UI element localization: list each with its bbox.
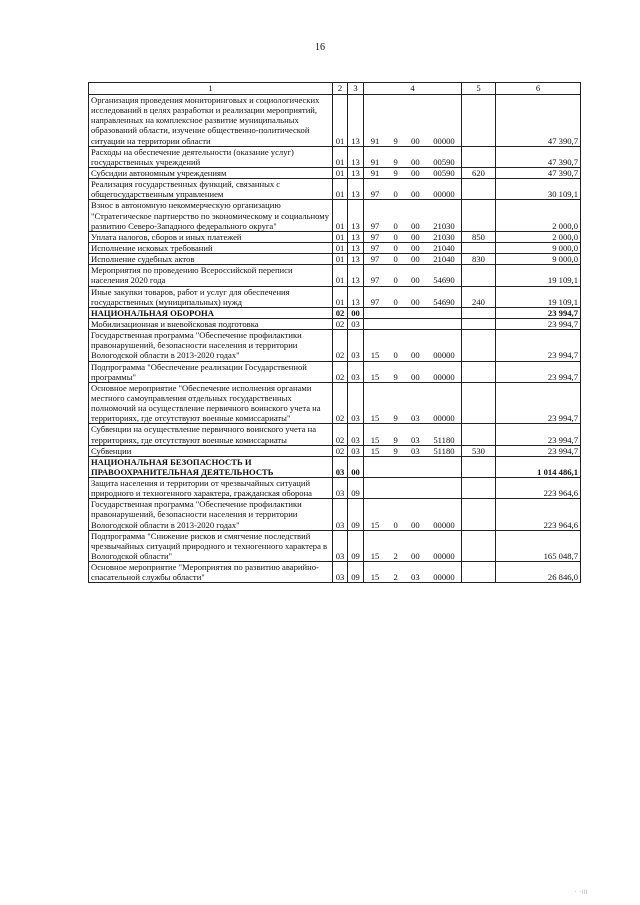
row-amount: 223 964,6 [496,478,581,499]
target-code-part: 00000 [433,189,455,200]
target-code-part: 03 [411,572,420,583]
table-header-row [89,83,581,95]
row-target-code [364,361,462,382]
row-amount: 23 994,7 [496,382,581,424]
row-expense-type-code [462,318,496,329]
target-code-part: 00590 [433,167,455,178]
target-code-part: 15 [370,350,380,361]
row-expense-type-code [462,424,496,445]
row-section-code: 03 [333,499,348,530]
table-row [89,95,581,147]
page-number: 16 [315,42,325,53]
row-subsection-code: 09 [348,562,364,583]
target-code-part: 51180 [433,445,455,456]
table-row [89,265,581,286]
target-code-part: 0 [393,519,398,530]
target-code-part: 00 [411,156,420,167]
target-code-part: 9 [393,413,398,424]
scan-mark: · ·||| [574,890,588,895]
target-code-part: 2 [393,572,398,583]
target-code-part: 97 [370,231,380,242]
row-amount: 47 390,7 [496,95,581,147]
row-section-code: 01 [333,95,348,147]
row-subsection-code: 03 [348,330,364,361]
table-row [89,530,581,561]
target-code-part: 15 [370,572,380,583]
target-code-part: 21030 [433,220,455,231]
target-code-part: 21040 [433,254,455,265]
row-target-code [364,456,462,477]
table-row [89,167,581,178]
target-code-part: 0 [393,296,398,307]
row-amount: 30 109,1 [496,179,581,200]
target-code-part: 00 [411,296,420,307]
target-code-part: 9 [393,371,398,382]
row-section-code: 01 [333,286,348,307]
row-expense-type-code: 620 [462,167,496,178]
budget-table [88,82,581,583]
row-subsection-code: 13 [348,167,364,178]
target-code-part: 97 [370,296,380,307]
row-name: НАЦИОНАЛЬНАЯ ОБОРОНА [89,307,333,318]
target-code-part: 00000 [433,135,455,146]
table-row [89,424,581,445]
table-row [89,478,581,499]
row-expense-type-code [462,456,496,477]
table-row [89,286,581,307]
row-target-code [364,254,462,265]
row-amount: 23 994,7 [496,318,581,329]
row-target-code [364,167,462,178]
table-row [89,562,581,583]
row-subsection-code: 13 [348,286,364,307]
row-amount: 23 994,7 [496,307,581,318]
table-row [89,179,581,200]
target-code-part: 00 [411,220,420,231]
header-col-1: 1 [89,83,333,95]
row-expense-type-code [462,307,496,318]
target-code-part: 00 [411,551,420,562]
row-amount: 26 846,0 [496,562,581,583]
target-code-part: 0 [393,242,398,253]
target-code-part: 97 [370,189,380,200]
row-target-code [364,562,462,583]
target-code-part: 00 [411,254,420,265]
table-row [89,307,581,318]
row-target-code [364,530,462,561]
table-row [89,330,581,361]
row-target-code [364,478,462,499]
row-section-code: 02 [333,330,348,361]
row-target-code [364,179,462,200]
row-expense-type-code: 850 [462,231,496,242]
row-name: Реализация государственных функций, связанных с общегосударственным управлением [89,179,333,200]
target-code-part: 00000 [433,572,455,583]
row-target-code [364,318,462,329]
row-section-code: 01 [333,146,348,167]
row-subsection-code: 09 [348,478,364,499]
target-code-part: 9 [393,156,398,167]
row-name: Исполнение судебных актов [89,254,333,265]
target-code-part: 00000 [433,519,455,530]
row-amount: 9 000,0 [496,254,581,265]
header-col-6: 6 [496,83,581,95]
target-code-part: 00590 [433,156,455,167]
row-subsection-code: 09 [348,499,364,530]
table-row [89,242,581,253]
row-name: Исполнение исковых требований [89,242,333,253]
row-expense-type-code [462,179,496,200]
row-name: Расходы на обеспечение деятельности (оказание услуг) государственных учреждений [89,146,333,167]
row-amount: 47 390,7 [496,167,581,178]
table-row [89,499,581,530]
table-row [89,456,581,477]
target-code-part: 00 [411,231,420,242]
row-amount: 1 014 486,1 [496,456,581,477]
row-section-code: 02 [333,445,348,456]
target-code-part: 00 [411,350,420,361]
row-amount: 19 109,1 [496,265,581,286]
table-row [89,382,581,424]
row-amount: 23 994,7 [496,445,581,456]
row-amount: 47 390,7 [496,146,581,167]
row-expense-type-code [462,265,496,286]
target-code-part: 0 [393,275,398,286]
header-col-5: 5 [462,83,496,95]
target-code-part: 00000 [433,350,455,361]
row-expense-type-code [462,95,496,147]
row-expense-type-code: 240 [462,286,496,307]
target-code-part: 00000 [433,413,455,424]
target-code-part: 15 [370,519,380,530]
row-expense-type-code [462,499,496,530]
target-code-part: 00 [411,371,420,382]
row-name: Защита населения и территории от чрезвычайных ситуаций природного и техногенного характера, гражданская оборона [89,478,333,499]
row-name: Подпрограмма "Снижение рисков и смягчение последствий чрезвычайных ситуаций природного и техногенного характера в Вологодской области" [89,530,333,561]
row-expense-type-code [462,361,496,382]
row-amount: 2 000,0 [496,200,581,231]
table-row [89,254,581,265]
row-subsection-code: 00 [348,307,364,318]
row-subsection-code: 00 [348,456,364,477]
row-amount: 23 994,7 [496,424,581,445]
table-row [89,445,581,456]
target-code-part: 21040 [433,242,455,253]
row-name: Субвенции на осуществление первичного воинского учета на территориях, где отсутствуют военные комиссариаты [89,424,333,445]
target-code-part: 54690 [433,296,455,307]
row-subsection-code: 03 [348,361,364,382]
header-col-4: 4 [364,83,462,95]
row-target-code [364,286,462,307]
row-target-code [364,265,462,286]
target-code-part: 9 [393,445,398,456]
row-target-code [364,445,462,456]
target-code-part: 15 [370,371,380,382]
row-name: Подпрограмма "Обеспечение реализации Государственной программы" [89,361,333,382]
target-code-part: 00 [411,242,420,253]
row-section-code: 01 [333,167,348,178]
target-code-part: 2 [393,551,398,562]
row-subsection-code: 13 [348,95,364,147]
target-code-part: 97 [370,242,380,253]
row-target-code [364,231,462,242]
target-code-part: 15 [370,434,380,445]
target-code-part: 00000 [433,551,455,562]
target-code-part: 0 [393,254,398,265]
row-expense-type-code [462,382,496,424]
header-col-3: 3 [348,83,364,95]
table-row [89,361,581,382]
row-subsection-code: 09 [348,530,364,561]
row-target-code [364,146,462,167]
target-code-part: 00 [411,135,420,146]
target-code-part: 00000 [433,371,455,382]
row-name: Мероприятия по проведению Всероссийской переписи населения 2020 года [89,265,333,286]
row-target-code [364,424,462,445]
row-section-code: 01 [333,242,348,253]
row-name: Государственная программа "Обеспечение профилактики правонарушений, безопасности населения и территории Вологодской области в 2013-2020 годах" [89,330,333,361]
row-section-code: 01 [333,231,348,242]
row-section-code: 01 [333,200,348,231]
row-name: Основное мероприятие "Обеспечение исполнения органами местного самоуправления отдельных государственных полномочий на осуществление первичного воинского учета на территориях, где отсутствуют военные комиссариаты" [89,382,333,424]
row-name: Мобилизационная и вневойсковая подготовка [89,318,333,329]
row-subsection-code: 13 [348,231,364,242]
row-subsection-code: 13 [348,242,364,253]
row-expense-type-code [462,330,496,361]
target-code-part: 15 [370,413,380,424]
target-code-part: 15 [370,445,380,456]
row-name: Государственная программа "Обеспечение профилактики правонарушений, безопасности населения и территории Вологодской области в 2013-2020 годах" [89,499,333,530]
row-subsection-code: 13 [348,200,364,231]
target-code-part: 00 [411,167,420,178]
row-subsection-code: 03 [348,382,364,424]
row-subsection-code: 13 [348,265,364,286]
target-code-part: 03 [411,445,420,456]
row-subsection-code: 03 [348,318,364,329]
row-target-code [364,242,462,253]
row-name: Основное мероприятие "Мероприятия по развитию аварийно-спасательной службы области" [89,562,333,583]
row-target-code [364,307,462,318]
target-code-part: 9 [393,167,398,178]
target-code-part: 0 [393,189,398,200]
target-code-part: 21030 [433,231,455,242]
target-code-part: 03 [411,434,420,445]
row-subsection-code: 03 [348,445,364,456]
row-section-code: 02 [333,424,348,445]
row-target-code [364,499,462,530]
row-section-code: 03 [333,478,348,499]
row-expense-type-code [462,146,496,167]
target-code-part: 91 [370,156,380,167]
row-target-code [364,200,462,231]
row-expense-type-code: 530 [462,445,496,456]
row-target-code [364,330,462,361]
row-amount: 19 109,1 [496,286,581,307]
target-code-part: 97 [370,254,380,265]
header-col-2: 2 [333,83,348,95]
row-expense-type-code [462,200,496,231]
row-name: Иные закупки товаров, работ и услуг для обеспечения государственных (муниципальных) нужд [89,286,333,307]
row-subsection-code: 03 [348,424,364,445]
target-code-part: 91 [370,167,380,178]
row-section-code: 01 [333,179,348,200]
row-section-code: 03 [333,562,348,583]
row-name: Субсидии автономным учреждениям [89,167,333,178]
row-subsection-code: 13 [348,146,364,167]
row-section-code: 01 [333,254,348,265]
row-amount: 23 994,7 [496,330,581,361]
row-name: Организация проведения мониторинговых и социологических исследований в целях разработки и реализации мероприятий, направленных на комплексное развитие муниципальных образований области, изучение общественно-политической ситуации на территории области [89,95,333,147]
table-row [89,231,581,242]
target-code-part: 91 [370,135,380,146]
row-expense-type-code [462,478,496,499]
row-subsection-code: 13 [348,179,364,200]
table-row [89,318,581,329]
row-expense-type-code [462,242,496,253]
target-code-part: 54690 [433,275,455,286]
target-code-part: 97 [370,275,380,286]
target-code-part: 00 [411,275,420,286]
row-subsection-code: 13 [348,254,364,265]
table-row [89,200,581,231]
row-expense-type-code: 830 [462,254,496,265]
row-section-code: 02 [333,318,348,329]
target-code-part: 51180 [433,434,455,445]
row-amount: 165 048,7 [496,530,581,561]
row-section-code: 03 [333,456,348,477]
row-amount: 9 000,0 [496,242,581,253]
row-name: НАЦИОНАЛЬНАЯ БЕЗОПАСНОСТЬ И ПРАВООХРАНИТЕЛЬНАЯ ДЕЯТЕЛЬНОСТЬ [89,456,333,477]
target-code-part: 00 [411,189,420,200]
row-section-code: 02 [333,307,348,318]
row-amount: 223 964,6 [496,499,581,530]
row-expense-type-code [462,530,496,561]
target-code-part: 97 [370,220,380,231]
row-section-code: 02 [333,382,348,424]
target-code-part: 00 [411,519,420,530]
table-row [89,146,581,167]
row-name: Субвенции [89,445,333,456]
row-expense-type-code [462,562,496,583]
target-code-part: 03 [411,413,420,424]
target-code-part: 0 [393,220,398,231]
row-amount: 23 994,7 [496,361,581,382]
target-code-part: 9 [393,135,398,146]
row-section-code: 03 [333,530,348,561]
target-code-part: 9 [393,434,398,445]
row-target-code [364,382,462,424]
target-code-part: 0 [393,350,398,361]
row-section-code: 02 [333,361,348,382]
row-amount: 2 000,0 [496,231,581,242]
row-name: Уплата налогов, сборов и иных платежей [89,231,333,242]
target-code-part: 15 [370,551,380,562]
row-section-code: 01 [333,265,348,286]
row-name: Взнос в автономную некоммерческую организацию "Стратегическое партнерство по экономическому и социальному развитию Северо-Западного федерального округа" [89,200,333,231]
row-target-code [364,95,462,147]
target-code-part: 0 [393,231,398,242]
